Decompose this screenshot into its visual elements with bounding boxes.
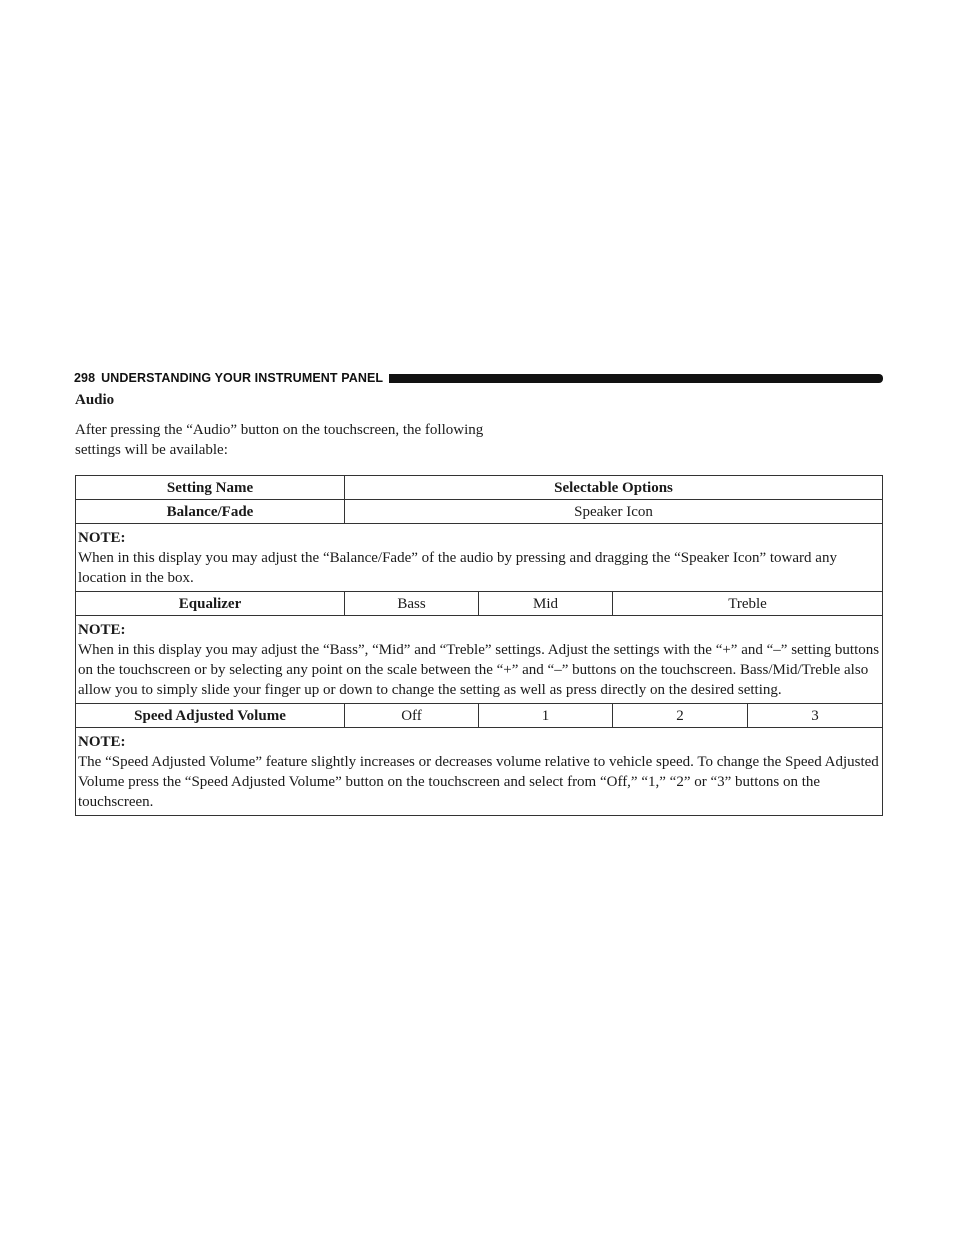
audio-settings-table (75, 475, 883, 816)
page-header (74, 370, 883, 386)
note-title: NOTE: (78, 734, 126, 750)
intro-paragraph: After pressing the “Audio” button on the touchscreen, the following settings will be available: (75, 422, 484, 458)
note-speed-adjusted-volume (76, 728, 883, 816)
option-3: 3 (748, 704, 883, 728)
option-2: 2 (613, 704, 748, 728)
option-off: Off (345, 704, 479, 728)
note-balance-fade (76, 524, 883, 592)
table-row-speed-adjusted-volume (76, 704, 883, 728)
note-title: NOTE: (78, 530, 126, 546)
option-treble: Treble (613, 592, 883, 616)
note-body: When in this display you may adjust the “Balance/Fade” of the audio by pressing and dragging the “Speaker Icon” toward any location in the box. (78, 550, 837, 586)
setting-name-speed-adjusted-volume: Speed Adjusted Volume (76, 704, 345, 728)
option-mid: Mid (479, 592, 613, 616)
option-1: 1 (479, 704, 613, 728)
option-speaker-icon: Speaker Icon (345, 500, 883, 524)
setting-name-balance-fade: Balance/Fade (76, 500, 345, 524)
option-bass: Bass (345, 592, 479, 616)
table-row-equalizer-note (76, 616, 883, 704)
note-body: The “Speed Adjusted Volume” feature slightly increases or decreases volume relative to vehicle speed. To change the Speed Adjusted Volume press the “Speed Adjusted Volume” button on the touchscreen and select from “Off,” “1,” “2” or “3” buttons on the touchscreen. (78, 754, 879, 810)
header-rule (389, 374, 883, 383)
page-number: 298 (74, 371, 96, 385)
note-body: When in this display you may adjust the “Bass”, “Mid” and “Treble” settings. Adjust the settings with the “+” and “–” setting buttons on the touchscreen or by selecting any point on the scale between the “+” and “–” buttons on the touchscreen. Bass/Mid/Treble also allow you to simply slide your finger up or down to change the setting as well as press directly on the desired setting. (78, 642, 880, 698)
column-header-selectable-options: Selectable Options (345, 476, 883, 500)
column-header-setting-name: Setting Name (76, 476, 345, 500)
setting-name-equalizer: Equalizer (76, 592, 345, 616)
section-title: UNDERSTANDING YOUR INSTRUMENT PANEL (101, 371, 384, 385)
table-header-row (76, 476, 883, 500)
note-title: NOTE: (78, 622, 126, 638)
note-equalizer (76, 616, 883, 704)
table-row-balance-fade (76, 500, 883, 524)
table-row-equalizer (76, 592, 883, 616)
table-row-speed-volume-note (76, 728, 883, 816)
section-heading: Audio (75, 392, 115, 408)
table-row-balance-note (76, 524, 883, 592)
